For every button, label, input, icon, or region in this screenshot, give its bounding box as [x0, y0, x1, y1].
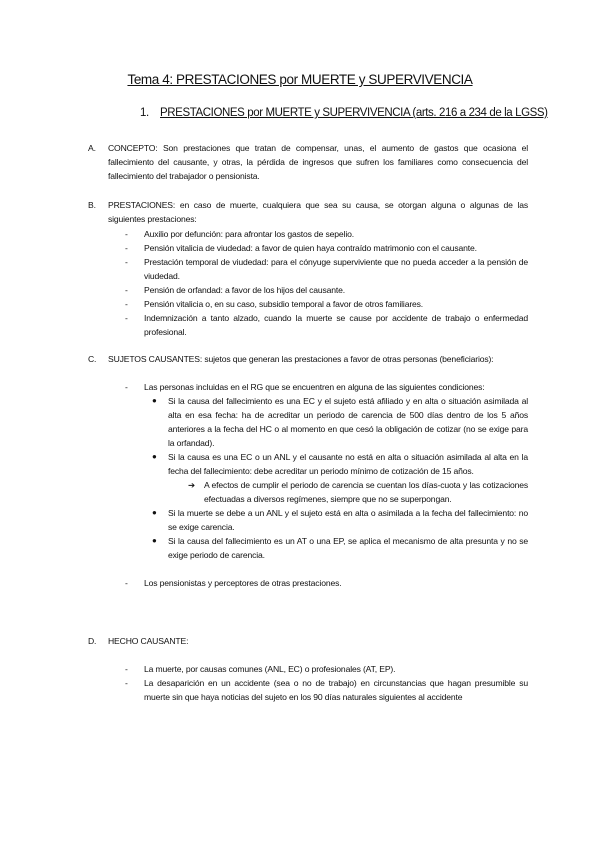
section-letter: B.	[88, 200, 96, 210]
section-sujetos-causantes	[88, 352, 528, 590]
section-label: PRESTACIONES:	[108, 200, 176, 210]
section-text: en caso de muerte, cualquiera que sea su causa, se otorgan alguna o algunas de las siguientes prestaciones:	[108, 200, 528, 224]
list-item-text: La muerte, por causas comunes (ANL, EC) o profesionales (AT, EP).	[144, 664, 396, 674]
arrow-note-text: A efectos de cumplir el periodo de carencia se cuentan los días-cuota y las cotizaciones efectuadas a diversos regímenes, siempre que no se superpongan.	[204, 480, 528, 504]
dash-icon: -	[125, 382, 128, 392]
section-prestaciones	[88, 198, 528, 339]
list-item-text: Los pensionistas y perceptores de otras prestaciones.	[144, 578, 342, 588]
dash-icon: -	[125, 678, 128, 688]
section-label: HECHO CAUSANTE	[108, 636, 187, 646]
list-item-text: Si la muerte se debe a un ANL y el sujeto está en alta o asimilada a la fecha del fallecimiento: no se exige carencia.	[168, 508, 528, 532]
bullet-icon: ●	[152, 396, 157, 405]
section-text: : sujetos que generan las prestaciones a favor de otras personas (beneficiarios):	[199, 354, 494, 364]
section-paragraph	[108, 141, 528, 183]
dash-icon: -	[125, 578, 128, 588]
list-item-text: Las personas incluidas en el RG que se encuentren en alguna de las siguientes condiciones:	[144, 382, 485, 392]
page-title: Tema 4: PRESTACIONES por MUERTE y SUPERVIVENCIA	[127, 72, 473, 87]
list-item	[88, 576, 528, 590]
list-item-text: Pensión de orfandad: a favor de los hijos del causante.	[144, 285, 346, 295]
sujetos-list	[88, 380, 528, 590]
section-paragraph	[108, 634, 528, 648]
prestaciones-list	[88, 227, 528, 339]
dash-icon: -	[125, 243, 128, 253]
list-item	[88, 241, 528, 255]
dash-icon: -	[125, 299, 128, 309]
list-item	[88, 297, 528, 311]
list-item-text: Si la causa del fallecimiento es una EC y el sujeto está afiliado y en alta o situación asimilada al alta en esa fecha: ha de acreditar un periodo de carencia de 500 días dentro de los 5 años anteriores a la fecha del HC o al momento en que cesó la obligación de cotizar (no se exige para la orfandad).	[168, 396, 528, 448]
arrow-note	[168, 478, 528, 506]
list-item	[144, 450, 528, 506]
list-item-text: Pensión vitalicia de viudedad: a favor de quien haya contraído matrimonio con el causante.	[144, 243, 477, 253]
list-item-text: Prestación temporal de viudedad: para el cónyuge superviviente que no pueda acceder a la pensión de viudedad.	[144, 257, 528, 281]
list-item	[88, 676, 528, 704]
list-item	[88, 255, 528, 283]
list-item-text: Auxilio por defunción: para afrontar los gastos de sepelio.	[144, 229, 354, 239]
dash-icon: -	[125, 257, 128, 267]
conditions-list-wrap	[152, 394, 528, 562]
list-item-text: Pensión vitalicia o, en su caso, subsidio temporal a favor de otros familiares.	[144, 299, 424, 309]
section-label: CONCEPTO:	[108, 143, 158, 153]
bullet-icon: ●	[152, 536, 157, 545]
list-item	[144, 534, 528, 562]
dash-icon: -	[125, 229, 128, 239]
list-item-text: Si la causa es una EC o un ANL y el causante no está en alta o situación asimilada al alta en la fecha del fallecimiento: debe acreditar un periodo mínimo de cotización de 15 años.	[168, 452, 528, 476]
list-item	[88, 227, 528, 241]
section-letter: A.	[88, 143, 96, 153]
list-item-text: La desaparición en un accidente (sea o no de trabajo) en circunstancias que hagan presumible su muerte sin que haya noticias del sujeto en los 90 días naturales siguientes al accidente	[144, 678, 528, 702]
hecho-causante-list	[88, 662, 528, 704]
list-item	[144, 506, 528, 534]
bullet-icon: ●	[152, 452, 157, 461]
list-item	[88, 311, 528, 339]
section-heading-text: PRESTACIONES por MUERTE y SUPERVIVENCIA (arts. 216 a 234 de la LGSS)	[160, 107, 548, 119]
section-letter: D.	[88, 636, 97, 646]
conditions-list	[152, 394, 528, 562]
section-text: Son prestaciones que tratan de compensar, unas, el aumento de gastos que ocasiona el fallecimiento del causante, y otras, la pérdida de ingresos que sufren los familiares como consecuencia del fallecimiento del trabajador o pensionista.	[108, 143, 528, 181]
section-text: :	[186, 636, 189, 646]
bullet-icon: ●	[152, 508, 157, 517]
section-number: 1.	[140, 107, 149, 119]
arrow-right-icon: ➔	[188, 480, 196, 490]
section-hecho-causante	[88, 634, 528, 704]
section-heading	[140, 107, 548, 119]
section-label: SUJETOS CAUSANTES	[108, 354, 200, 364]
list-item	[88, 283, 528, 297]
list-item-text: Si la causa del fallecimiento es un AT o una EP, se aplica el mecanismo de alta presunta y no se exige periodo de carencia.	[168, 536, 528, 560]
section-letter: C.	[88, 354, 97, 364]
dash-icon: -	[125, 285, 128, 295]
section-paragraph	[108, 352, 528, 366]
dash-icon: -	[125, 664, 128, 674]
list-item	[88, 380, 528, 562]
list-item	[88, 662, 528, 676]
list-item	[144, 394, 528, 450]
section-concepto	[88, 141, 528, 183]
list-item-text: Indemnización a tanto alzado, cuando la muerte se cause por accidente de trabajo o enfermedad profesional.	[144, 313, 528, 337]
section-paragraph	[108, 198, 528, 226]
dash-icon: -	[125, 313, 128, 323]
